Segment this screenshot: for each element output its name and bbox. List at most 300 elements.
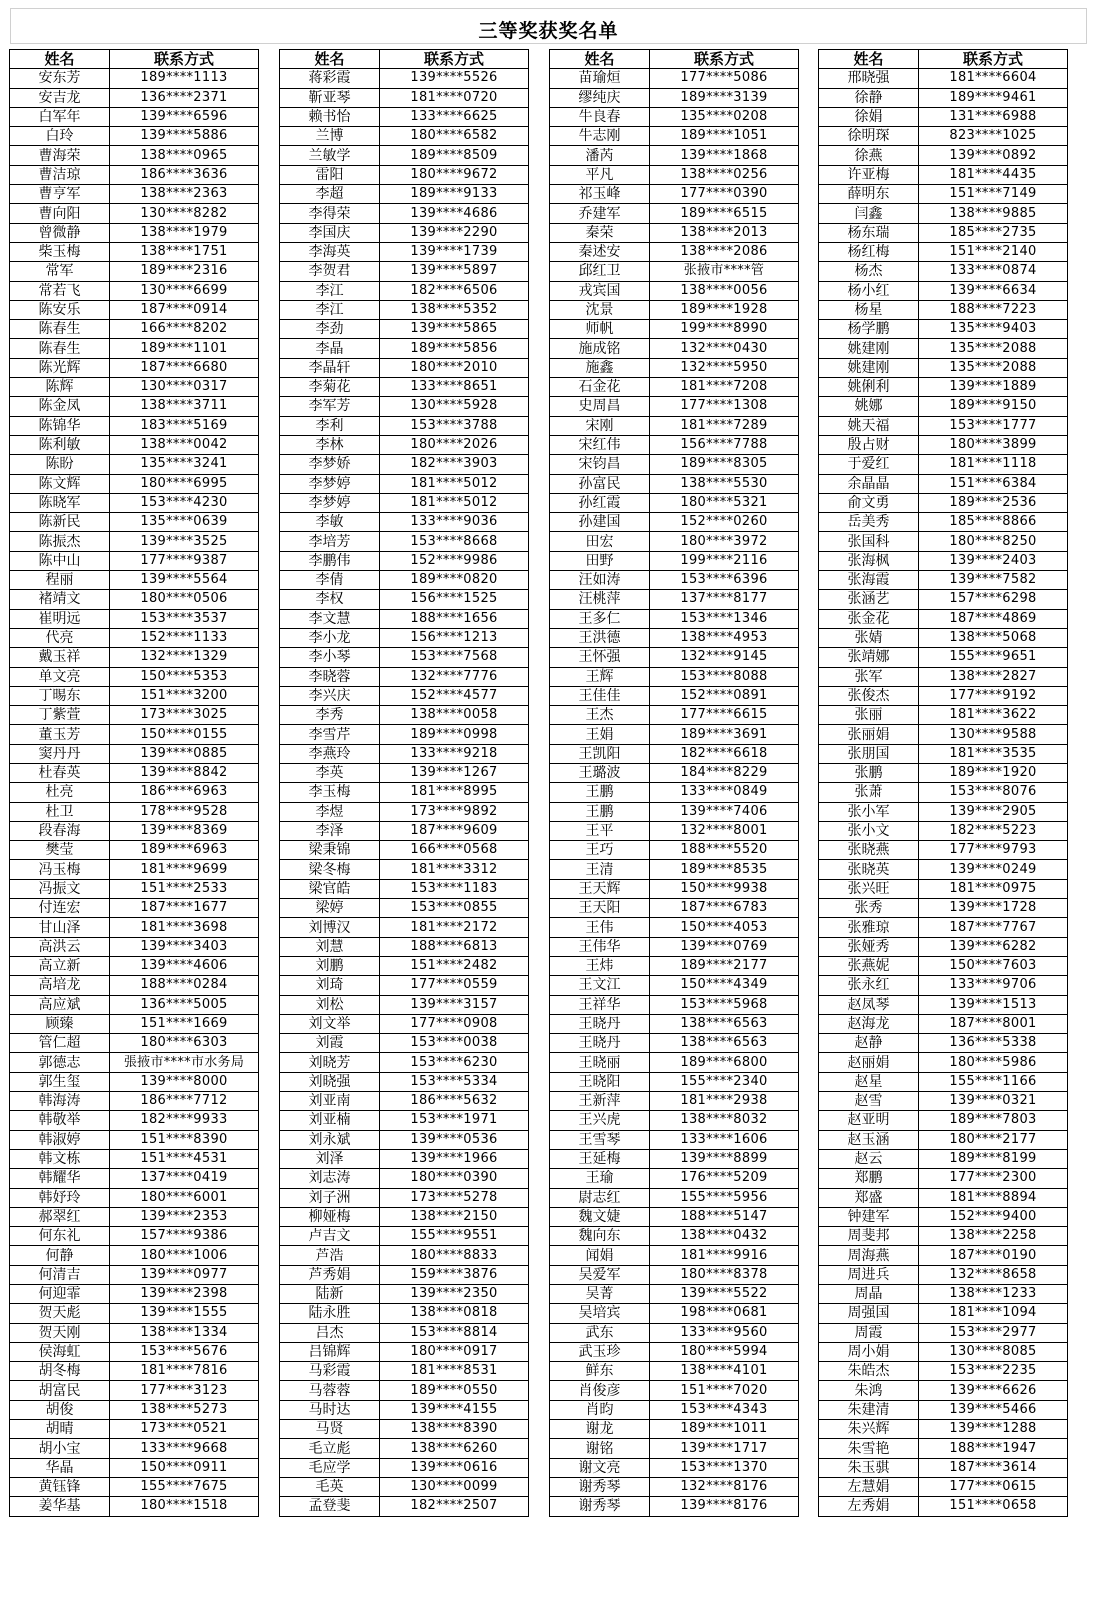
table-row (10, 1207, 259, 1226)
table-row (819, 532, 1068, 551)
winner-contact: 189****6515 (650, 204, 799, 223)
table-row (280, 339, 529, 358)
winner-name: 李煜 (280, 802, 380, 821)
table-row (280, 165, 529, 184)
winner-contact: 138****9885 (919, 204, 1068, 223)
winner-contact: 133****0849 (650, 783, 799, 802)
winner-name: 李晶 (280, 339, 380, 358)
table-row (550, 976, 799, 995)
winner-contact: 187****3614 (919, 1458, 1068, 1477)
winner-name: 单文亮 (10, 667, 110, 686)
winner-contact: 139****4606 (110, 956, 259, 975)
winner-contact: 153****2977 (919, 1323, 1068, 1342)
table-row (10, 802, 259, 821)
winner-contact: 181****0975 (919, 879, 1068, 898)
table-row (280, 1034, 529, 1053)
winner-contact: 139****0536 (380, 1130, 529, 1149)
winner-contact: 139****6282 (919, 937, 1068, 956)
table-row (10, 1246, 259, 1265)
winner-contact: 151****1669 (110, 1014, 259, 1033)
table-row (10, 667, 259, 686)
winner-contact: 151****2482 (380, 956, 529, 975)
table-row (280, 223, 529, 242)
winner-name: 杜卫 (10, 802, 110, 821)
table-row (280, 1207, 529, 1226)
winner-contact: 153****6396 (650, 571, 799, 590)
table-row (819, 918, 1068, 937)
roster-table-1 (9, 49, 259, 1517)
winner-name: 朱建清 (819, 1400, 919, 1419)
winner-name: 乔建军 (550, 204, 650, 223)
table-row (10, 1362, 259, 1381)
table-row (550, 571, 799, 590)
table-row (550, 706, 799, 725)
winner-name: 付连宏 (10, 899, 110, 918)
table-row (10, 281, 259, 300)
table-row (280, 416, 529, 435)
contact-header: 联系方式 (919, 50, 1068, 69)
roster-table-4 (818, 49, 1068, 1517)
table-row (819, 821, 1068, 840)
winner-name: 姚建刚 (819, 339, 919, 358)
table-row (10, 1304, 259, 1323)
winner-name: 赵丽娟 (819, 1053, 919, 1072)
winner-contact: 153****3788 (380, 416, 529, 435)
table-row (10, 165, 259, 184)
winner-contact: 132****8658 (919, 1265, 1068, 1284)
winner-contact: 133****1606 (650, 1130, 799, 1149)
winner-name: 段春海 (10, 821, 110, 840)
table-row (819, 860, 1068, 879)
table-row (819, 127, 1068, 146)
winner-name: 毛应学 (280, 1458, 380, 1477)
winner-name: 高应斌 (10, 995, 110, 1014)
winner-contact: 138****5068 (919, 628, 1068, 647)
winner-name: 张丽娟 (819, 725, 919, 744)
winner-name: 陈中山 (10, 551, 110, 570)
winner-name: 曹向阳 (10, 204, 110, 223)
table-row (10, 242, 259, 261)
winner-name: 谢文亮 (550, 1458, 650, 1477)
winner-contact: 138****0056 (650, 281, 799, 300)
table-row (550, 1477, 799, 1496)
winner-name: 李权 (280, 590, 380, 609)
table-row (10, 88, 259, 107)
table-row (819, 1130, 1068, 1149)
table-row (10, 1169, 259, 1188)
winner-name: 李国庆 (280, 223, 380, 242)
winner-name: 王多仁 (550, 609, 650, 628)
winner-name: 黄钰锋 (10, 1477, 110, 1496)
winner-contact: 173****3025 (110, 706, 259, 725)
winner-contact: 166****0568 (380, 841, 529, 860)
winner-contact: 187****9609 (380, 821, 529, 840)
table-row (280, 455, 529, 474)
winner-name: 李海英 (280, 242, 380, 261)
winner-name: 李鹏伟 (280, 551, 380, 570)
table-row (10, 358, 259, 377)
table-row (10, 706, 259, 725)
winner-name: 许亚梅 (819, 165, 919, 184)
table-row (10, 686, 259, 705)
winner-name: 姚天福 (819, 416, 919, 435)
winner-name: 王祥华 (550, 995, 650, 1014)
table-row (10, 995, 259, 1014)
winner-contact: 186****3636 (110, 165, 259, 184)
winner-name: 吕锦辉 (280, 1342, 380, 1361)
winner-name: 朱皓杰 (819, 1362, 919, 1381)
winner-name: 余晶晶 (819, 474, 919, 493)
winner-contact: 138****8390 (380, 1420, 529, 1439)
table-row (819, 513, 1068, 532)
winner-name: 郑鹏 (819, 1169, 919, 1188)
table-row (819, 1246, 1068, 1265)
table-row (10, 1092, 259, 1111)
winner-name: 陈安乐 (10, 300, 110, 319)
winner-contact: 180****6001 (110, 1188, 259, 1207)
table-row (280, 725, 529, 744)
winner-name: 管仁超 (10, 1034, 110, 1053)
winner-contact: 150****0155 (110, 725, 259, 744)
table-row (550, 474, 799, 493)
table-row (550, 1053, 799, 1072)
winner-contact: 182****3903 (380, 455, 529, 474)
winner-name: 曹洁琼 (10, 165, 110, 184)
winner-contact: 180****6995 (110, 474, 259, 493)
table-row (10, 204, 259, 223)
winner-contact: 182****2507 (380, 1497, 529, 1516)
winner-name: 谢龙 (550, 1420, 650, 1439)
winner-name: 刘亚楠 (280, 1111, 380, 1130)
winner-contact: 張掖市****市水务局 (110, 1053, 259, 1072)
winner-contact: 139****1513 (919, 995, 1068, 1014)
table-row (819, 976, 1068, 995)
table-row (819, 1227, 1068, 1246)
winner-name: 薛明东 (819, 185, 919, 204)
winner-contact: 150****4053 (650, 918, 799, 937)
table-row (819, 1381, 1068, 1400)
table-row (280, 995, 529, 1014)
winner-contact: 180****0917 (380, 1342, 529, 1361)
winner-name: 李英 (280, 763, 380, 782)
winner-contact: 136****2371 (110, 88, 259, 107)
winner-name: 祁玉峰 (550, 185, 650, 204)
winner-contact: 189****3691 (650, 725, 799, 744)
table-row (10, 976, 259, 995)
table-row (280, 107, 529, 126)
table-row (10, 763, 259, 782)
winner-contact: 153****8668 (380, 532, 529, 551)
winner-contact: 138****2258 (919, 1227, 1068, 1246)
table-row (819, 223, 1068, 242)
winner-name: 刘晓芳 (280, 1053, 380, 1072)
winner-name: 李军芳 (280, 397, 380, 416)
winner-name: 王平 (550, 821, 650, 840)
table-row (819, 300, 1068, 319)
winner-contact: 139****8842 (110, 763, 259, 782)
winner-contact: 153****6230 (380, 1053, 529, 1072)
winner-contact: 180****5994 (650, 1342, 799, 1361)
winner-contact: 132****5950 (650, 358, 799, 377)
winner-contact: 177****3123 (110, 1381, 259, 1400)
table-row (550, 107, 799, 126)
winner-contact: 139****8899 (650, 1149, 799, 1168)
winner-contact: 137****0419 (110, 1169, 259, 1188)
winner-name: 陈利敏 (10, 435, 110, 454)
winner-contact: 139****2290 (380, 223, 529, 242)
winner-contact: 177****9793 (919, 841, 1068, 860)
winner-contact: 187****4869 (919, 609, 1068, 628)
winner-contact: 181****3312 (380, 860, 529, 879)
winner-name: 姚俐利 (819, 378, 919, 397)
table-row (280, 609, 529, 628)
winner-contact: 180****5986 (919, 1053, 1068, 1072)
winner-name: 胡小宝 (10, 1439, 110, 1458)
winner-contact: 189****0550 (380, 1381, 529, 1400)
winner-name: 宋钧昌 (550, 455, 650, 474)
table-row (819, 841, 1068, 860)
winner-contact: 189****1051 (650, 127, 799, 146)
winner-name: 魏向东 (550, 1227, 650, 1246)
table-row (819, 1439, 1068, 1458)
winner-contact: 181****3622 (919, 706, 1068, 725)
table-row (10, 127, 259, 146)
winner-contact: 189****8305 (650, 455, 799, 474)
winner-name: 魏文婕 (550, 1207, 650, 1226)
winner-name: 谢铭 (550, 1439, 650, 1458)
winner-name: 胡富民 (10, 1381, 110, 1400)
winner-contact: 156****1213 (380, 628, 529, 647)
winner-contact: 189****6963 (110, 841, 259, 860)
table-row (819, 590, 1068, 609)
table-row (10, 69, 259, 88)
table-row (819, 1092, 1068, 1111)
table-row (10, 223, 259, 242)
winner-name: 胡晴 (10, 1420, 110, 1439)
winner-contact: 177****9192 (919, 686, 1068, 705)
winner-contact: 133****0874 (919, 262, 1068, 281)
winner-contact: 166****8202 (110, 320, 259, 339)
winner-name: 李利 (280, 416, 380, 435)
winner-contact: 138****2363 (110, 185, 259, 204)
winner-name: 武玉珍 (550, 1342, 650, 1361)
winner-name: 邢晓强 (819, 69, 919, 88)
winner-name: 安吉龙 (10, 88, 110, 107)
winner-contact: 139****0885 (110, 744, 259, 763)
winner-contact: 182****6506 (380, 281, 529, 300)
winner-name: 韩耀华 (10, 1169, 110, 1188)
table-row (280, 976, 529, 995)
table-row (550, 802, 799, 821)
winner-contact: 181****7289 (650, 416, 799, 435)
winner-name: 牛志刚 (550, 127, 650, 146)
table-row (550, 242, 799, 261)
winner-contact: 139****0249 (919, 860, 1068, 879)
table-row (10, 571, 259, 590)
winner-name: 郑盛 (819, 1188, 919, 1207)
table-row (280, 493, 529, 512)
winner-contact: 189****9150 (919, 397, 1068, 416)
winner-contact: 151****2140 (919, 242, 1068, 261)
winner-name: 王凯阳 (550, 744, 650, 763)
winner-contact: 138****8032 (650, 1111, 799, 1130)
table-row (550, 1381, 799, 1400)
winner-contact: 138****5352 (380, 300, 529, 319)
winner-contact: 153****5334 (380, 1072, 529, 1091)
table-row (550, 69, 799, 88)
table-row (10, 1381, 259, 1400)
winner-contact: 153****1971 (380, 1111, 529, 1130)
table-row (10, 185, 259, 204)
winner-name: 俞文勇 (819, 493, 919, 512)
table-row (819, 1362, 1068, 1381)
winner-contact: 182****9933 (110, 1111, 259, 1130)
winner-contact: 139****1267 (380, 763, 529, 782)
table-row (280, 397, 529, 416)
table-row (550, 667, 799, 686)
winner-name: 郭生玺 (10, 1072, 110, 1091)
table-row (10, 918, 259, 937)
table-row (280, 378, 529, 397)
winner-name: 郝翠红 (10, 1207, 110, 1226)
winner-contact: 173****0521 (110, 1420, 259, 1439)
winner-name: 戴玉祥 (10, 648, 110, 667)
winner-contact: 177****5086 (650, 69, 799, 88)
winner-name: 韩海涛 (10, 1092, 110, 1111)
winner-name: 刘亚南 (280, 1092, 380, 1111)
table-row (280, 783, 529, 802)
winner-name: 王炜 (550, 956, 650, 975)
winner-contact: 张掖市****管 (650, 262, 799, 281)
winner-contact: 177****2300 (919, 1169, 1068, 1188)
winner-contact: 177****0908 (380, 1014, 529, 1033)
table-row (550, 435, 799, 454)
table-row (550, 397, 799, 416)
table-row (819, 1207, 1068, 1226)
winner-name: 丁晹东 (10, 686, 110, 705)
winner-name: 姚建刚 (819, 358, 919, 377)
winner-contact: 138****5530 (650, 474, 799, 493)
winner-contact: 188****5520 (650, 841, 799, 860)
winner-name: 陈振杰 (10, 532, 110, 551)
winner-contact: 130****6699 (110, 281, 259, 300)
winner-name: 王娟 (550, 725, 650, 744)
winner-contact: 181****3535 (919, 744, 1068, 763)
table-row (280, 1188, 529, 1207)
table-row (550, 455, 799, 474)
table-row (10, 378, 259, 397)
table-row (819, 455, 1068, 474)
header-row (550, 50, 799, 69)
table-row (819, 1149, 1068, 1168)
winner-contact: 180****1518 (110, 1497, 259, 1516)
winner-contact: 139****3157 (380, 995, 529, 1014)
winner-name: 马蓉蓉 (280, 1381, 380, 1400)
winner-name: 李超 (280, 185, 380, 204)
winner-contact: 135****0639 (110, 513, 259, 532)
winner-contact: 180****8378 (650, 1265, 799, 1284)
table-row (280, 513, 529, 532)
table-row (10, 320, 259, 339)
table-row (10, 551, 259, 570)
table-row (10, 1265, 259, 1284)
winner-name: 张永红 (819, 976, 919, 995)
winner-contact: 130****9588 (919, 725, 1068, 744)
winner-contact: 139****5865 (380, 320, 529, 339)
winner-name: 师帆 (550, 320, 650, 339)
header-row (280, 50, 529, 69)
winner-contact: 189****1928 (650, 300, 799, 319)
winner-contact: 173****5278 (380, 1188, 529, 1207)
table-row (10, 628, 259, 647)
winner-contact: 180****9672 (380, 165, 529, 184)
table-row (280, 474, 529, 493)
winner-name: 杜亮 (10, 783, 110, 802)
table-row (550, 783, 799, 802)
winner-contact: 130****0317 (110, 378, 259, 397)
table-row (280, 281, 529, 300)
table-row (550, 1246, 799, 1265)
table-row (819, 358, 1068, 377)
winner-contact: 186****7712 (110, 1092, 259, 1111)
winner-name: 李兴庆 (280, 686, 380, 705)
winner-contact: 180****8250 (919, 532, 1068, 551)
winner-name: 马贤 (280, 1420, 380, 1439)
table-row (10, 1400, 259, 1419)
winner-contact: 139****1739 (380, 242, 529, 261)
table-row (280, 1169, 529, 1188)
winner-name: 兰博 (280, 127, 380, 146)
table-row (550, 1207, 799, 1226)
table-row (10, 937, 259, 956)
table-row (280, 937, 529, 956)
winner-name: 梁冬梅 (280, 860, 380, 879)
table-row (550, 1034, 799, 1053)
table-row (550, 628, 799, 647)
table-row (819, 648, 1068, 667)
table-row (10, 532, 259, 551)
winner-contact: 189****6800 (650, 1053, 799, 1072)
winner-name: 赵雪 (819, 1092, 919, 1111)
table-row (10, 1034, 259, 1053)
winner-contact: 133****9560 (650, 1323, 799, 1342)
winner-contact: 189****0820 (380, 571, 529, 590)
winner-contact: 188****5147 (650, 1207, 799, 1226)
winner-contact: 186****5632 (380, 1092, 529, 1111)
winner-name: 王晓丽 (550, 1053, 650, 1072)
winner-name: 周进兵 (819, 1265, 919, 1284)
winner-contact: 139****2403 (919, 551, 1068, 570)
table-row (550, 416, 799, 435)
winner-name: 张涵艺 (819, 590, 919, 609)
winner-contact: 178****9528 (110, 802, 259, 821)
table-row (10, 455, 259, 474)
winner-contact: 153****5968 (650, 995, 799, 1014)
table-row (819, 339, 1068, 358)
winner-name: 王鹏 (550, 802, 650, 821)
table-row (550, 204, 799, 223)
table-row (550, 1111, 799, 1130)
winner-name: 刘松 (280, 995, 380, 1014)
winner-contact: 139****1966 (380, 1149, 529, 1168)
winner-name: 卢吉文 (280, 1227, 380, 1246)
header-row (10, 50, 259, 69)
winner-name: 韩妤玲 (10, 1188, 110, 1207)
winner-contact: 180****6303 (110, 1034, 259, 1053)
winner-contact: 188****6813 (380, 937, 529, 956)
winner-name: 曹海荣 (10, 146, 110, 165)
winner-name: 李林 (280, 435, 380, 454)
